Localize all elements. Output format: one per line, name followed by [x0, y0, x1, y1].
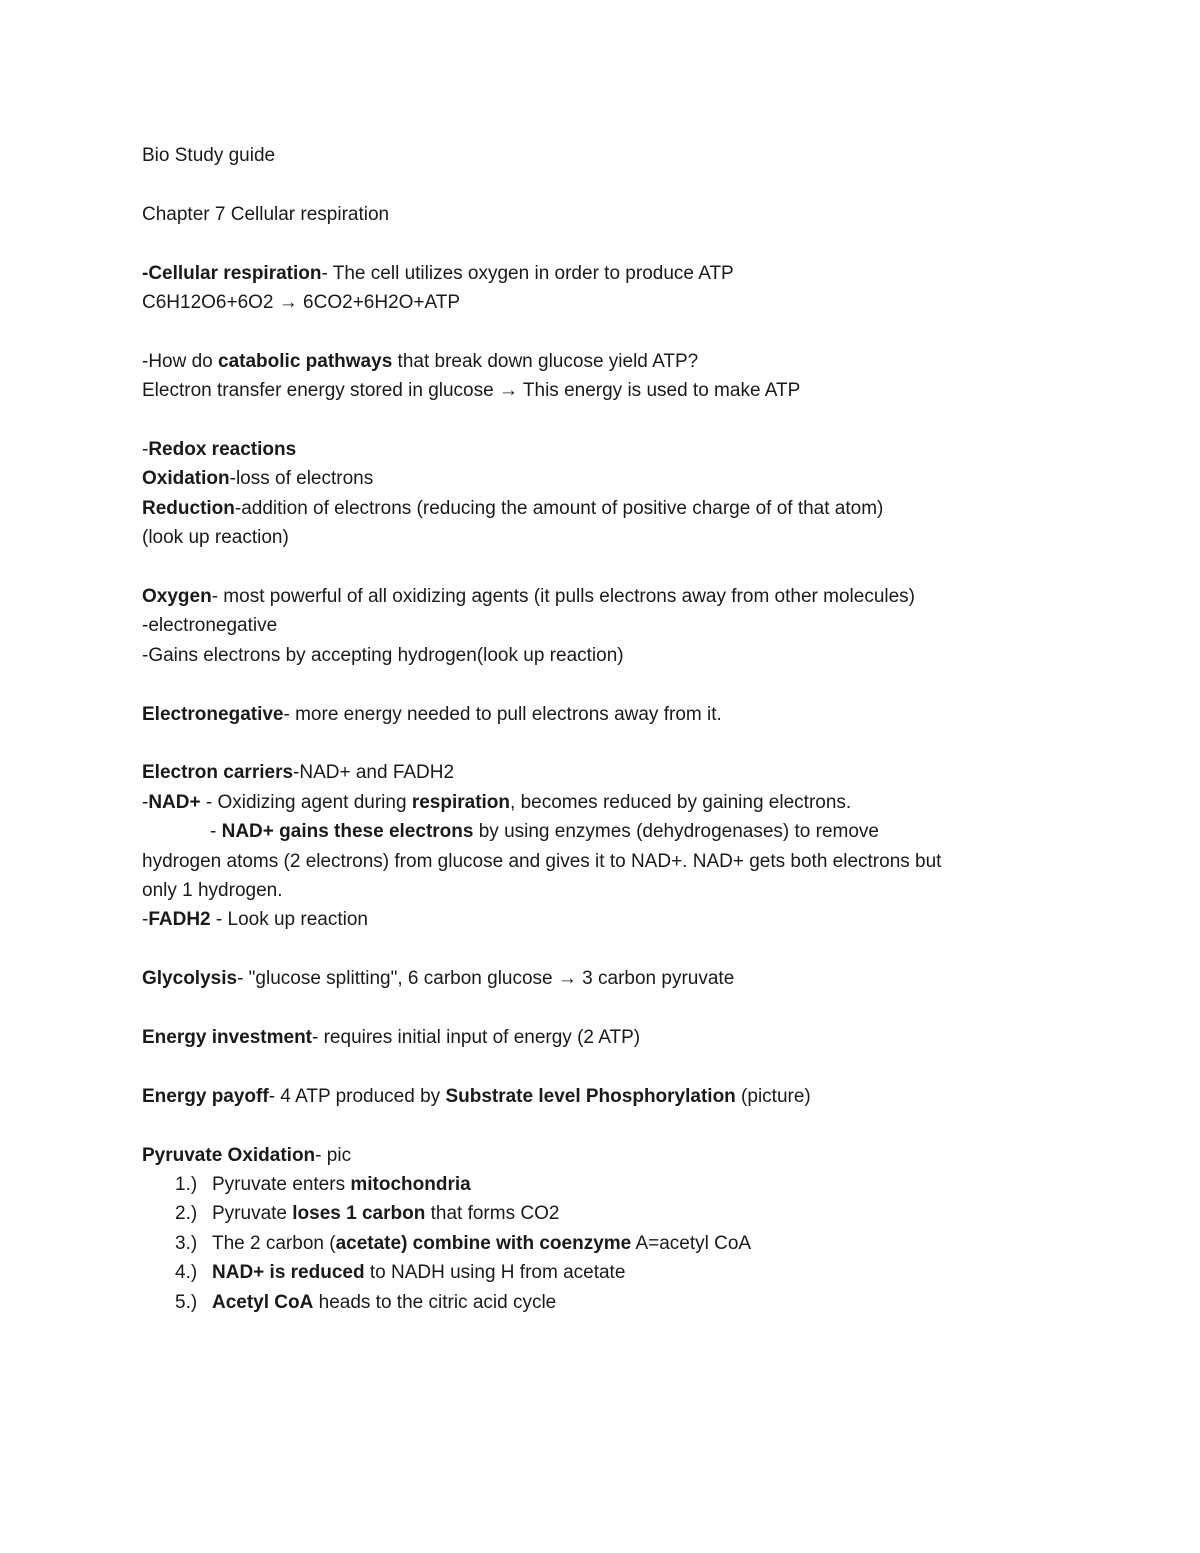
doc-title: Bio Study guide — [142, 145, 276, 166]
oxygen-point: -electronegative — [142, 615, 278, 637]
definition: - more energy needed to pull electrons away from it. — [283, 703, 722, 725]
energy-investment-def — [142, 1023, 1072, 1052]
term: Energy investment — [142, 1027, 312, 1049]
term: Oxidation — [142, 468, 230, 490]
oxygen-point: -Gains electrons by accepting hydrogen(look up reaction) — [142, 644, 624, 666]
list-item — [142, 1170, 1072, 1199]
text: that break down glucose yield ATP? — [392, 350, 699, 372]
definition: - pic — [315, 1144, 352, 1166]
definition: - "glucose splitting", 6 carbon glucose → 3 carbon pyruvate — [237, 968, 735, 990]
catabolic-answer: Electron transfer energy stored in glucose → This energy is used to make ATP — [142, 380, 801, 402]
nad-gains-continued: only 1 hydrogen. — [142, 880, 283, 902]
text: - 4 ATP produced by — [268, 1085, 446, 1107]
term: Oxygen — [142, 586, 212, 608]
cellular-respiration-def — [142, 259, 1072, 288]
term: acetate) combine with coenzyme — [335, 1232, 632, 1254]
definition: - requires initial input of energy (2 ATP) — [312, 1027, 641, 1049]
definition: -NAD+ and FADH2 — [293, 762, 455, 784]
list-item — [142, 1229, 1072, 1258]
text: by using enzymes (dehydrogenases) to remove — [473, 821, 879, 843]
pyruvate-steps-list — [142, 1170, 1072, 1317]
spacer — [142, 729, 1072, 758]
term: Electronegative — [142, 703, 284, 725]
text: -How do — [142, 350, 219, 372]
term: Energy payoff — [142, 1085, 269, 1107]
glycolysis-def — [142, 964, 1072, 993]
definition: - The cell utilizes oxygen in order to produce ATP — [321, 262, 734, 284]
term: Glycolysis — [142, 968, 238, 990]
text: - Oxidizing agent during — [200, 791, 412, 813]
text: that forms CO2 — [425, 1203, 560, 1225]
step-number: 4.) — [175, 1262, 198, 1284]
text: , becomes reduced by gaining electrons. — [510, 791, 852, 813]
text: - Look up reaction — [210, 909, 368, 931]
spacer — [142, 994, 1072, 1023]
fadh2-def — [142, 905, 1072, 934]
term: catabolic pathways — [218, 350, 393, 372]
spacer — [142, 553, 1072, 582]
spacer — [142, 170, 1072, 199]
term: respiration — [411, 791, 511, 813]
electron-carriers-def — [142, 758, 1072, 787]
nad-def — [142, 788, 1072, 817]
text: The 2 carbon ( — [212, 1232, 336, 1254]
definition: - most powerful of all oxidizing agents (it pulls electrons away from other molecules) — [211, 586, 915, 608]
oxidation-def — [142, 464, 1072, 493]
term: NAD+ gains these electrons — [221, 821, 474, 843]
energy-payoff-def — [142, 1082, 1072, 1111]
spacer — [142, 670, 1072, 699]
nad-gains-continued: hydrogen atoms (2 electrons) from glucose and gives it to NAD+. NAD+ gets both electrons but — [142, 850, 942, 872]
step-number: 5.) — [175, 1291, 198, 1313]
text: A=acetyl CoA — [631, 1232, 752, 1254]
term: NAD+ — [148, 791, 201, 813]
spacer — [142, 406, 1072, 435]
redox-heading — [142, 435, 1072, 464]
term: Substrate level Phosphorylation — [445, 1085, 736, 1107]
chapter-heading: Chapter 7 Cellular respiration — [142, 203, 390, 225]
text: heads to the citric acid cycle — [313, 1291, 557, 1313]
text: Pyruvate — [212, 1203, 293, 1225]
list-item — [142, 1199, 1072, 1228]
oxygen-def — [142, 582, 1072, 611]
term: Reduction — [142, 497, 235, 519]
catabolic-question — [142, 347, 1072, 376]
text: to NADH using H from acetate — [364, 1262, 626, 1284]
respiration-equation: C6H12O6+6O2 → 6CO2+6H2O+ATP — [142, 292, 461, 313]
document-body — [142, 141, 1072, 1317]
text: - — [142, 909, 149, 931]
step-number: 2.) — [175, 1203, 198, 1225]
term: loses 1 carbon — [292, 1203, 426, 1225]
step-number: 3.) — [175, 1232, 198, 1254]
text: - — [142, 439, 149, 460]
spacer — [142, 935, 1072, 964]
term: NAD+ is reduced — [212, 1262, 365, 1284]
list-item — [142, 1258, 1072, 1287]
term: Electron carriers — [142, 762, 294, 784]
term: FADH2 — [148, 909, 211, 931]
reduction-def — [142, 494, 1072, 523]
term: -Cellular respiration — [142, 262, 322, 284]
term: mitochondria — [350, 1174, 471, 1196]
text: Pyruvate enters — [212, 1174, 351, 1196]
spacer — [142, 1052, 1072, 1081]
pyruvate-oxidation-def — [142, 1141, 1072, 1170]
spacer — [142, 229, 1072, 258]
term: Pyruvate Oxidation — [142, 1144, 316, 1166]
nad-gains-point — [142, 817, 1072, 846]
text: (picture) — [735, 1085, 811, 1107]
term: Redox reactions — [148, 439, 297, 460]
electronegative-def — [142, 700, 1072, 729]
step-number: 1.) — [175, 1174, 198, 1196]
term: Acetyl CoA — [212, 1291, 314, 1313]
definition: -loss of electrons — [229, 468, 374, 490]
text: - — [142, 791, 149, 813]
list-item — [142, 1288, 1072, 1317]
text: - — [210, 821, 222, 843]
spacer — [142, 317, 1072, 346]
redox-lookup-note: (look up reaction) — [142, 527, 289, 549]
spacer — [142, 1111, 1072, 1140]
definition: -addition of electrons (reducing the amount of positive charge of of that atom) — [234, 497, 884, 519]
